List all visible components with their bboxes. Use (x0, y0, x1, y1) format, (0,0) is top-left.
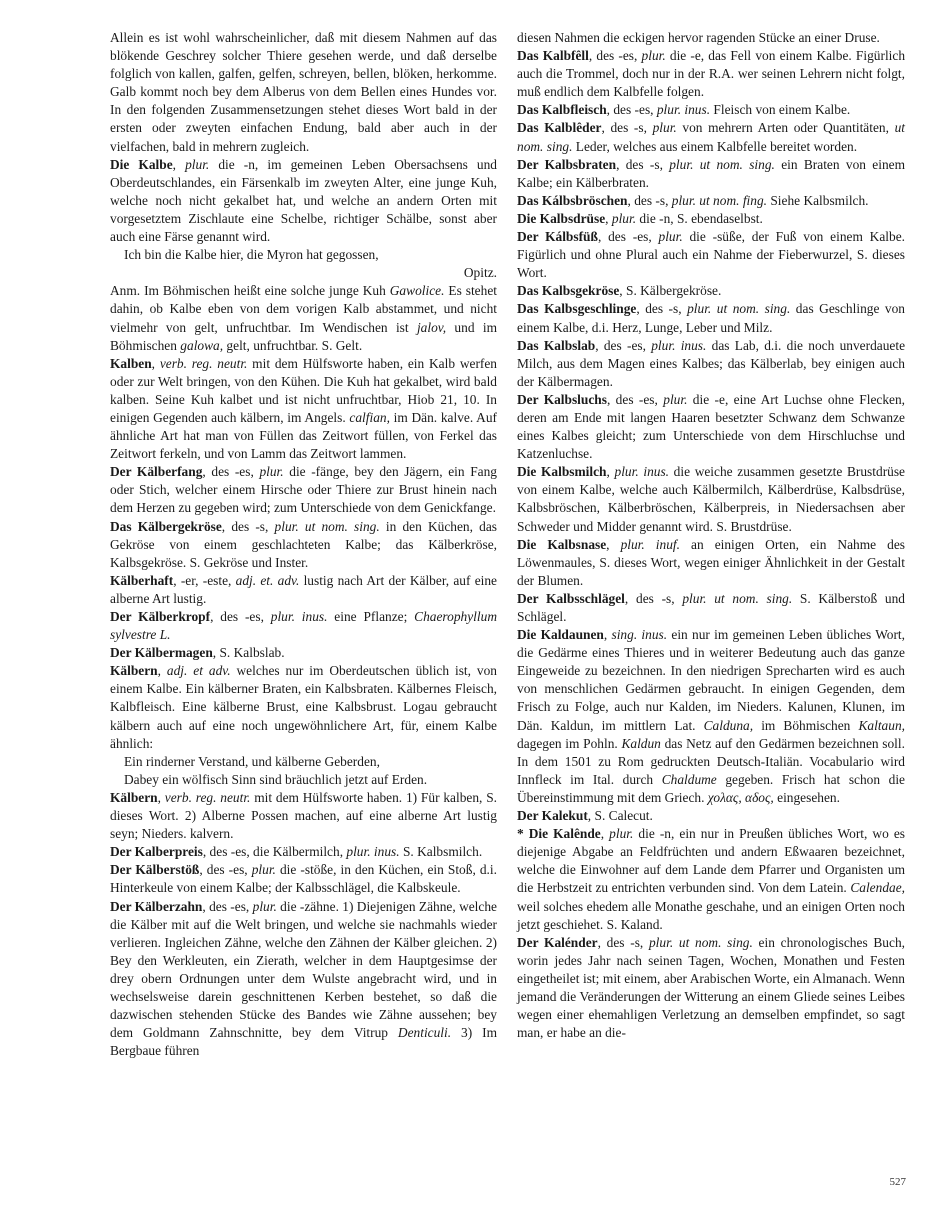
entry-text: gelt, unfruchtbar. S. Gelt. (223, 337, 363, 353)
italic-term: plur. ut nom. sing. (669, 156, 775, 172)
verse-line (124, 753, 497, 771)
dictionary-entry (517, 626, 905, 807)
dictionary-entry (110, 861, 497, 897)
entry-text: Ein rinderner Verstand, und kälberne Geberden, (124, 753, 380, 769)
italic-term: galowa, (180, 337, 224, 353)
headword: Das Kálbsbröschen (517, 192, 628, 208)
italic-term: plur. (663, 391, 688, 407)
dictionary-entry (517, 807, 905, 825)
entry-text: eingesehen. (773, 789, 840, 805)
italic-term: plur. inus. (656, 102, 711, 118)
dictionary-entry (110, 644, 497, 662)
entry-text: die -n, ein nur in Preußen übliches Wort, wo es diejenige Abgabe an Feldfrüchten und andern Eßwaaren bezeichnet, welche die Einwohner auf dem Lande dem Pfarrer und Organisten um die Herbstzeit zu entrichten verbunden sind. Von dem Latein. (517, 826, 905, 896)
dictionary-entry (517, 536, 905, 590)
headword: Die Kalbsdrüse (517, 210, 606, 226)
italic-term: Chaldume (661, 771, 717, 787)
italic-term: plur. inuf. (620, 536, 680, 552)
headword: Das Kalblêder (517, 120, 602, 136)
entry-text: die -süße, der Fuß von einem Kalbe. Figürlich und ohne Plural auch ein Nahme der Fieberwurzel, S. dieses Wort. (517, 229, 905, 281)
dictionary-entry (517, 119, 905, 155)
entry-text: von mehrern Arten oder Quantitäten, (676, 120, 895, 136)
entry-text: das Geschlinge von einem Kalbe, d.i. Herz, Lunge, Leber und Milz. (517, 301, 905, 335)
headword: Das Kälbergekröse (110, 518, 222, 534)
italic-term: plur. inus. (270, 609, 328, 624)
entry-text: , des -es, (199, 862, 252, 878)
italic-term: plur. ut nom. sing. (687, 301, 791, 317)
entry-text: mit dem Hülfsworte haben, ein Kalb werfen oder zur Welt bringen, von den Kühen. Die Kuh hat gekalbet, wird bald kalben. Seine Kuh kalbet und ist nicht unfruchtbar, Hiob 21, 10. In einigen Gegenden auch kälbern, im Angels. (110, 355, 497, 425)
italic-term: plur. (652, 120, 677, 136)
dictionary-entry (110, 843, 497, 861)
entry-text: Anm. Im Böhmischen heißt eine solche junge Kuh (110, 283, 390, 299)
entry-text: Dabey ein wölfisch Sinn sind bräuchlich jetzt auf Erden. (124, 771, 428, 787)
entry-text: , (603, 627, 612, 643)
italic-term: plur. ut nom. sing. (648, 934, 753, 950)
italic-term: Calendae, (850, 880, 905, 896)
entry-text: weil solches ehedem alle Monathe geschahe, und an einigen Orten noch jetzt geschiehet. S. Kaland. (517, 898, 905, 932)
citation (110, 264, 497, 282)
headword: Das Kalbfêll (517, 48, 589, 64)
italic-term: Kaltaun, (858, 717, 905, 733)
entry-text: die -n, im gemeinen Leben Obersachsens und Oberdeutschlandes, ein Färsenkalb im zweyten Alter, eine junge Kuh, welche noch nicht gekalbet hat, und welche an andern Orten mit vorgesetztem Zischlaute eine Schelbe, richtiger Schälbe, sonst aber auch eine Färse genannt wird. (110, 156, 498, 245)
entry-text: , des -es, (588, 48, 642, 64)
italic-term: plur. (609, 826, 634, 842)
entry-text: 3) Im Bergbaue führen (110, 1025, 497, 1059)
entry-text: , des -es, (202, 898, 253, 914)
headword: Der Kälbermagen (110, 645, 213, 661)
headword: Kälberhaft (110, 572, 174, 588)
entry-text: , des -s, (601, 120, 653, 136)
headword: Das Kalbfleisch (517, 102, 607, 118)
italic-term: plur. ut nom. fing. (671, 192, 767, 208)
dictionary-entry (517, 590, 905, 626)
dictionary-entry (517, 300, 905, 336)
dictionary-entry (110, 608, 497, 644)
entry-text: , S. Kälbergekröse. (619, 283, 722, 299)
italic-term: ut nom. sing. (517, 120, 905, 154)
entry-text: im Dän. kalve. Auf ähnliche Art hat man von Füllen das Zeitwort füllen, von Ferkel das Zeitwort ferkeln, und von Lamm das Zeitwort lammen. (110, 409, 497, 462)
entry-text: , des -s, (616, 156, 670, 172)
dictionary-entry (517, 101, 905, 119)
headword: Der Kalekut (517, 808, 588, 824)
italic-term: plur. (252, 898, 277, 914)
entry-text: , des -es, (202, 464, 260, 480)
entry-text: die -e, eine Art Luchse ohne Flecken, deren am Ende mit langen Haaren besetzter Schwanz dem Schwanze eines Kalbes gleicht; zum Unterschiede von dem Hirschluchse und Katzenluchse. (517, 391, 906, 462)
headword: Der Kälberzahn (110, 898, 203, 914)
entry-text: , (157, 789, 165, 805)
entry-text: das Netz auf den Gedärmen bezeichnen soll. In dem 1501 zu Rom gedruckten Deutsch-Italiän. Vocabulario wird Innfleck im Ital. durch (517, 735, 905, 787)
entry-text: , des -s, (624, 590, 683, 606)
entry-text: im Böhmischen (753, 717, 859, 733)
italic-term: sing. inus. (611, 627, 668, 643)
headword: Der Kalbsbraten (517, 156, 617, 172)
entry-text: dagegen im Pohln. (517, 735, 622, 751)
entry-text: mit dem Hülfsworte haben. 1) Für kalben, S. dieses Wort. 2) Alberne Possen machen, auf eine alberne Art lustig seyn; Nieders. kalvern. (110, 789, 497, 842)
entry-text: , (157, 663, 167, 679)
entry-text: die -fänge, bey den Jägern, ein Fang oder Stich, welcher einem Hirsche oder Thiere zur Brust hinein nach dem Herzen zu gegeben wird; zum Unterschiede von dem Genickfange. (110, 464, 497, 516)
headword: Der Kälberfang (110, 464, 203, 480)
entry-text: die -zähne. 1) Diejenigen Zähne, welche die Kälber mit auf die Welt bringen, und welche sie nachmahls wieder verlieren. Ingleichen Zähne, welche den Zähnen der Kälber gleichen. 2) Bey den Werkleuten, ein Zierath, welcher in dem Hauptgesimse der drey obern Ordnungen unter dem Wulste angebracht wird, und in wechselsweise darein geschnittenen Kerben bestehet, so daß die dazwischen stehenden Stücke des Bandes wie Zähne aussehen; bey dem Goldmann Zahnschnitte, bey dem Vitrup (110, 898, 497, 1041)
verse-line (124, 771, 497, 789)
italic-term: plur. inus. (614, 464, 670, 480)
entry-text: ein Braten von einem Kalbe; ein Kälberbraten. (517, 156, 905, 190)
entry-text: Es stehet dahin, ob Kalbe eben von dem vorigen Kalb abstammet, und nicht vielmehr von gelt, unfruchtbar. Im Wendischen ist (110, 283, 497, 335)
entry-text: , -er, -este, (173, 572, 236, 588)
entry-text: gegeben. Frisch hat schon die Übereinstimmung mit dem Griech. (517, 771, 905, 805)
italic-term: plur. (658, 229, 683, 245)
italic-term: calfian, (349, 409, 390, 425)
entry-text: , (600, 826, 610, 842)
entry-text: Leder, welches aus einem Kalbfelle bereitet worden. (572, 138, 858, 154)
italic-term: Calduna, (703, 717, 754, 733)
dictionary-entry (110, 898, 497, 1061)
headword: Der Kälberkropf (110, 609, 211, 624)
italic-term: plur. inus. (346, 844, 400, 860)
italic-term: plur. ut nom. sing. (274, 518, 380, 534)
dictionary-entry (517, 47, 905, 101)
headword: Der Kalbsschlägel (517, 590, 625, 606)
dictionary-entry (517, 337, 905, 391)
headword: Die Kalbsnase (517, 536, 607, 552)
right-column (517, 29, 905, 1042)
entry-text: S. Kalbsmilch. (399, 844, 483, 860)
dictionary-entry (110, 662, 497, 752)
entry-text: die -stöße, in den Küchen, ein Stoß, d.i. Hinterkeule von einem Kalbe; der Kalbsschlägel, die Kalbskeule. (110, 862, 497, 896)
dictionary-entry (517, 463, 905, 535)
entry-text: das Lab, d.i. die noch unverdauete Milch, aus dem Magen eines Kalbes; das Kälberlab, bey einigen auch der Kälbermagen. (517, 337, 906, 389)
entry-text: , (172, 156, 186, 172)
italic-term: plur. (611, 210, 637, 226)
entry-text: S. Kälberstoß und Schlägel. (517, 590, 905, 624)
italic-term: plur. inus. (651, 337, 707, 353)
entry-text: Siehe Kalbsmilch. (767, 192, 869, 208)
headword: Die Kaldaunen (517, 627, 604, 643)
headword: Kalben (110, 355, 152, 371)
headword: Die Kalbsmilch (517, 464, 607, 480)
entry-text: ein nur im gemeinen Leben übliches Wort, die Gedärme eines Thieres und in weiterer Bedeutung auch das ganze Eingeweide zu bezeichnen. In den niedrigen Sprecharten wird es auch von menschlichen Gedärmen gebraucht. In einigen Gegenden, dem Frisch zu Folge, auch nur Kalden, im Nieders. Kalunen, Klunen, im Dän. Kaldun, im mittlern Lat. (517, 627, 905, 733)
entry-text: die weiche zusammen gesetzte Brustdrüse von einem Kalbe, welche auch Kälbermilch, Kälberdrüse, Kalbsdrüse, Kalbsbröschen, Kälberbröschen, Kälberpreis, in Niedersachsen aber Schweder und Midder genannt wird. S. Brustdrüse. (517, 464, 905, 534)
dictionary-entry (517, 282, 905, 300)
page-number: 527 (889, 1176, 906, 1188)
entry-text: , des -s, (627, 192, 672, 208)
italic-term: plur. (185, 156, 210, 172)
entry-text: an einigen Orten, ein Nahme des Löwenmaules, S. dieses Wort, wegen einiger Ähnlichkeit in der Gestalt der Blumen. (517, 536, 905, 588)
entry-text: , (151, 355, 160, 371)
italic-term: adj. et adv. (166, 663, 231, 679)
entry-text: Allein es ist wohl wahrscheinlicher, daß mit diesem Nahmen auf das blökende Geschrey solcher Thiere gesehen werde, und daß derselbe folglich von kallen, galfen, gelfen, schreyen, bellen, blöken, herkomme. Galb kommt noch bey dem Alberus von dem Bellen eines Hundes vor. In den folgenden Zusammensetzungen stehet dieses Wort bald in der ersten oder zweyten einfachen Endung, bald aber auch in der vielfachen, bald in mehrern zugleich. (110, 30, 497, 154)
entry-text: , S. Kalbslab. (212, 645, 285, 661)
dictionary-entry (517, 825, 905, 934)
entry-text: , des -es, (597, 229, 659, 245)
entry-text: eine Pflanze; (327, 609, 415, 624)
entry-text: ein chronologisches Buch, worin jedes Jahr nach seinen Tagen, Wochen, Monathen und Festen eingetheilet ist; mit einem, aber Arabischen Worte, ein Almanach. Wenn jemand die Veränderungen der Witterung an einem Gliede seines Leibes wegen einer ehemahligen Verletzung an demselben empfindet, so sagt man, er habe an die- (517, 934, 905, 1041)
dictionary-entry (110, 282, 497, 354)
entry-text: , des -s, (597, 934, 649, 950)
dictionary-entry (110, 246, 497, 264)
entry-text: lustig nach Art der Kälber, auf eine alberne Art lustig. (110, 572, 497, 606)
headword: Kälbern (110, 789, 158, 805)
headword: Der Kalberpreis (110, 844, 203, 860)
headword: Die Kalbe (110, 156, 173, 172)
entry-text: , des -es, (606, 102, 657, 118)
italic-term: jalov, (416, 319, 447, 335)
entry-text: diesen Nahmen die eckigen hervor ragenden Stücke an einer Druse. (517, 30, 880, 45)
italic-term: plur. (259, 464, 284, 480)
entry-text: , des -es, (606, 391, 664, 407)
entry-text: und im Böhmischen (110, 319, 497, 353)
entry-text: , (606, 536, 621, 552)
italic-term: Chaerophyllum sylvestre L. (110, 609, 497, 643)
dictionary-entry (517, 29, 905, 47)
italic-term: adj. et. adv. (235, 572, 300, 588)
italic-term: plur. (251, 862, 276, 878)
italic-term: plur. ut nom. sing. (682, 590, 793, 606)
headword: Das Kalbsgeschlinge (517, 301, 637, 317)
dictionary-entry (110, 29, 497, 156)
dictionary-entry (517, 934, 905, 1043)
entry-text: , des -es, die Kälbermilch, (202, 844, 347, 860)
dictionary-entry (110, 789, 497, 843)
headword: Der Kálbsfüß (517, 229, 598, 245)
entry-text: Fleisch von einem Kalbe. (710, 102, 851, 118)
dictionary-entry (517, 210, 905, 228)
entry-text: , S. Calecut. (587, 808, 653, 824)
dictionary-entry (110, 355, 497, 464)
italic-term: verb. reg. neutr. (164, 789, 251, 805)
dictionary-entry (110, 518, 497, 572)
dictionary-entry (110, 156, 497, 246)
entry-text: Opitz. (463, 265, 497, 281)
headword: Das Kalbsgekröse (517, 283, 620, 299)
dictionary-entry (517, 391, 905, 463)
left-column (110, 29, 497, 1060)
italic-term: Gawolice. (389, 283, 445, 299)
italic-term: χολας, αδος, (707, 789, 774, 805)
italic-term: verb. reg. neutr. (159, 355, 248, 371)
headword: Der Kalénder (517, 934, 598, 950)
headword: Kälbern (110, 663, 158, 679)
entry-text: , des -es, (210, 609, 271, 624)
headword: Das Kalbslab (517, 337, 596, 353)
entry-text: , (605, 210, 612, 226)
entry-text: , des -s, (221, 518, 275, 534)
headword: Der Kalbsluchs (517, 391, 607, 407)
entry-text: , des -s, (636, 301, 688, 317)
entry-text: in den Küchen, das Gekröse von einem geschlachteten Kalbe; das Kälberkröse, Kalbsgekröse. S. Gekröse und Inster. (110, 518, 497, 570)
headword: * Die Kalênde (517, 826, 601, 842)
italic-term: Denticuli. (397, 1025, 452, 1041)
italic-term: Kaldun (621, 735, 661, 751)
headword: Der Kälberstöß (110, 862, 200, 878)
italic-term: plur. (641, 48, 666, 64)
dictionary-entry (110, 572, 497, 608)
entry-text: die -n, S. ebendaselbst. (636, 210, 763, 226)
entry-text: , (606, 464, 615, 480)
entry-text: welches nur im Oberdeutschen üblich ist, von einem Kalbe. Ein kälberner Braten, ein Kalbsbraten. Kälbernes Fleisch, Kalbfleisch. Eine kälberne Brust, eine Kalbsbrust. Logau gebraucht kälbern auch auf eine noch ungewöhnlichere Art, für, einem Kalbe ähnlich: (110, 663, 497, 751)
dictionary-entry (517, 192, 905, 210)
entry-text: Ich bin die Kalbe hier, die Myron hat gegossen, (124, 247, 379, 263)
entry-text: , des -es, (595, 337, 652, 353)
dictionary-entry (110, 463, 497, 517)
dictionary-entry (517, 228, 905, 282)
entry-text: die -e, das Fell von einem Kalbe. Figürlich auch die Trommel, doch nur in der R.A. wer seinen Lehrern nicht folgt, muß endlich dem Kalbfelle folgen. (517, 48, 906, 100)
dictionary-entry (517, 156, 905, 192)
